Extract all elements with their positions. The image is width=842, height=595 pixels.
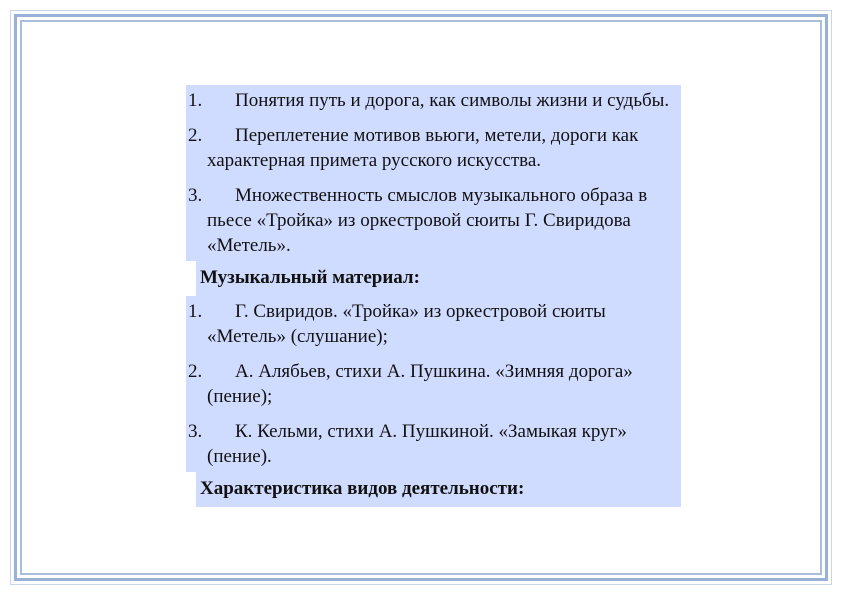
topics-list: [186, 85, 681, 261]
list-item-text: А. Алябьев, стихи А. Пушкина. «Зимняя дорога» (пение);: [207, 361, 633, 407]
list-number: 3.: [188, 185, 203, 206]
music-list: [186, 296, 681, 472]
section-heading: [186, 261, 681, 296]
lesson-content: [186, 85, 681, 507]
list-item: [186, 176, 681, 261]
list-item: [186, 412, 681, 472]
list-number: 1.: [188, 90, 203, 111]
section-heading: [186, 472, 681, 507]
list-number: 2.: [188, 125, 203, 146]
list-item-text: Множественность смыслов музыкального образа в пьесе «Тройка» из оркестровой сюиты Г. Свиридова «Метель».: [207, 185, 648, 256]
list-item-text: Г. Свиридов. «Тройка» из оркестровой сюиты «Метель» (слушание);: [207, 301, 606, 347]
list-item: [186, 352, 681, 412]
list-item: [186, 116, 681, 176]
list-number: 2.: [188, 361, 203, 382]
list-item-text: Понятия путь и дорога, как символы жизни и судьбы.: [235, 90, 670, 111]
list-number: 3.: [188, 421, 203, 442]
list-number: 1.: [188, 301, 203, 322]
heading-musical-material: Музыкальный материал:: [196, 261, 681, 296]
list-item-text: Переплетение мотивов вьюги, метели, дороги как характерная примета русского искусства.: [207, 125, 639, 171]
heading-activity-characteristics: Характеристика видов деятельности:: [196, 472, 681, 507]
list-item: [186, 85, 681, 116]
list-item: [186, 296, 681, 352]
list-item-text: К. Кельми, стихи А. Пушкиной. «Замыкая круг» (пение).: [207, 421, 627, 467]
